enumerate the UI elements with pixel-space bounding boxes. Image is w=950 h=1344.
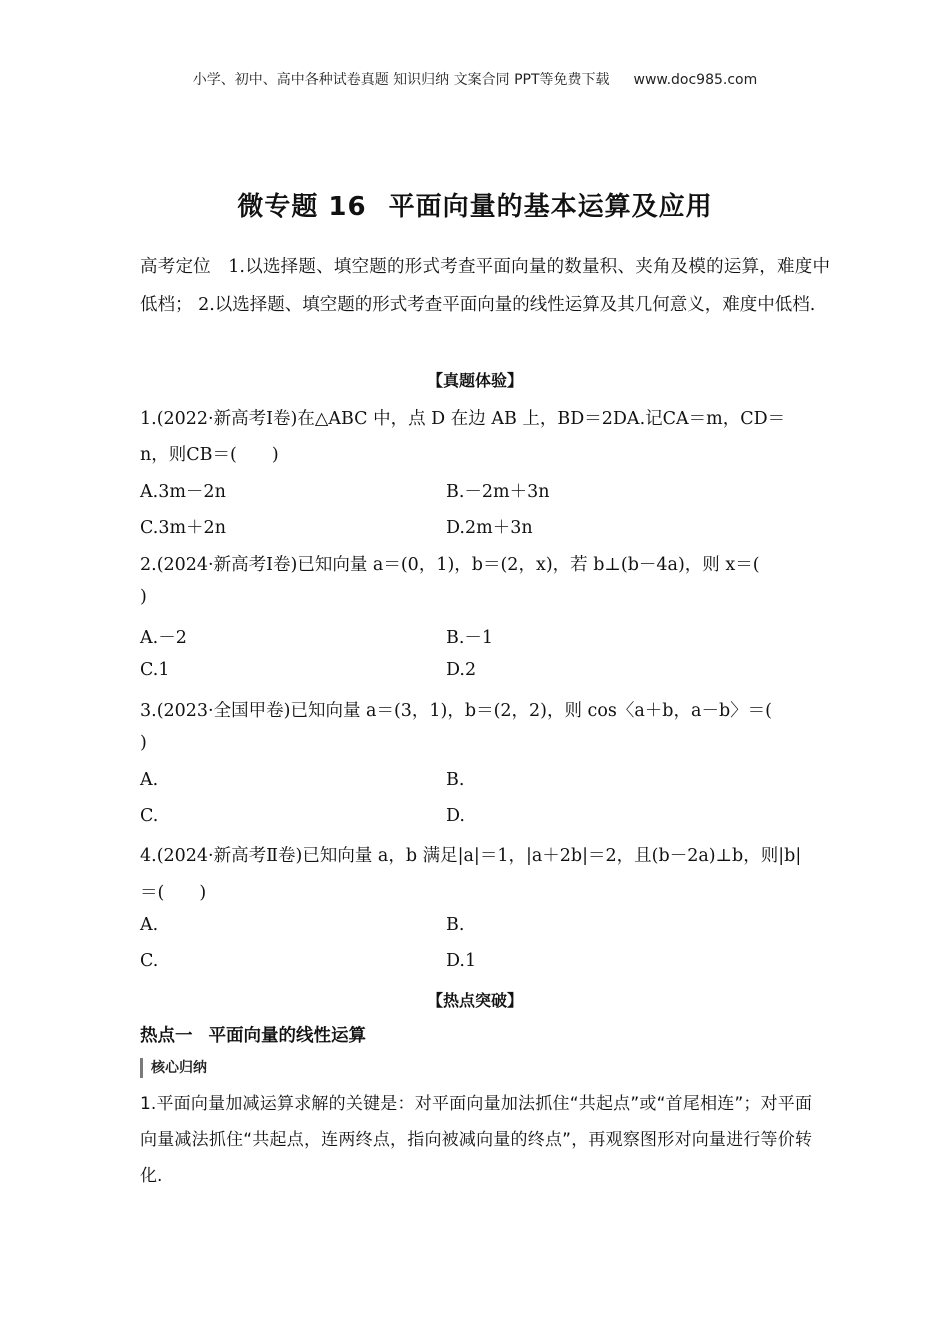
hotspot-body: 1.平面向量加减运算求解的关键是：对平面向量加法抓住“共起点”或“首尾相连”；对平面向量减法抓住“共起点，连两终点，指向被减向量的终点”，再观察图形对向量进行等价转化. — [140, 1094, 812, 1186]
question-1-option-a: A.3m－2n — [140, 482, 226, 502]
question-2-option-b: B.－1 — [446, 628, 494, 648]
question-2-option-a: A.－2 — [140, 628, 187, 648]
question-3-cont: ) — [140, 733, 147, 753]
question-4-cont: ＝( ) — [140, 883, 207, 903]
question-3-option-a: A. — [140, 770, 159, 790]
core-summary-tag: 核心归纳 — [140, 1058, 207, 1078]
question-2-cont: ) — [140, 587, 147, 607]
question-1-cont: n，则CB＝( ) — [140, 445, 279, 465]
title-text: 平面向量的基本运算及应用 — [388, 192, 713, 222]
intro-label: 高考定位 — [140, 257, 211, 277]
intro-text: 1.以选择题、填空题的形式考查平面向量的数量积、夹角及模的运算，难度中低档； 2.以选择题、填空题的形式考查平面向量的线性运算及其几何意义，难度中低档. — [140, 257, 830, 315]
question-3-option-d: D. — [446, 806, 465, 826]
question-3-stem: 3.(2023·全国甲卷)已知向量 a＝(3，1)，b＝(2，2)，则 cos〈a＋b，a－b〉＝( — [140, 701, 772, 721]
intro-paragraph — [140, 248, 830, 324]
question-1-stem: 1.(2022·新高考Ⅰ卷)在△ABC 中，点 D 在边 AB 上，BD＝2DA.记CA＝m，CD＝ — [140, 409, 786, 429]
header-site-link[interactable]: www.doc985.com — [633, 72, 758, 88]
hotspot-title: 平面向量的线性运算 — [208, 1026, 366, 1046]
question-1-option-c: C.3m＋2n — [140, 518, 226, 538]
question-1-option-b: B.－2m＋3n — [446, 482, 550, 502]
question-3-option-b: B. — [446, 770, 465, 790]
title-number: 微专题 16 — [237, 192, 367, 222]
question-4-option-c: C. — [140, 951, 159, 971]
page-header — [0, 69, 950, 89]
question-4-option-d: D.1 — [446, 951, 477, 971]
hotspot-heading — [140, 1022, 366, 1047]
header-banner: 小学、初中、高中各种试卷真题 知识归纳 文案合同 PPT等免费下载 — [192, 72, 610, 88]
question-2-stem: 2.(2024·新高考Ⅰ卷)已知向量 a＝(0，1)，b＝(2，x)，若 b⊥(b－4a)，则 x＝( — [140, 555, 760, 575]
question-2-option-c: C.1 — [140, 660, 170, 680]
question-4-stem: 4.(2024·新高考Ⅱ卷)已知向量 a，b 满足|a|＝1，|a＋2b|＝2，且(b－2a)⊥b，则|b| — [140, 846, 802, 866]
page-title — [0, 186, 950, 223]
question-2-option-d: D.2 — [446, 660, 477, 680]
question-4-option-b: B. — [446, 915, 465, 935]
section-redian: 【热点突破】 — [426, 991, 523, 1010]
hotspot-number: 热点一 — [140, 1026, 193, 1046]
question-4-option-a: A. — [140, 915, 159, 935]
question-1-option-d: D.2m＋3n — [446, 518, 533, 538]
section-zhenti: 【真题体验】 — [426, 371, 523, 390]
question-3-option-c: C. — [140, 806, 159, 826]
